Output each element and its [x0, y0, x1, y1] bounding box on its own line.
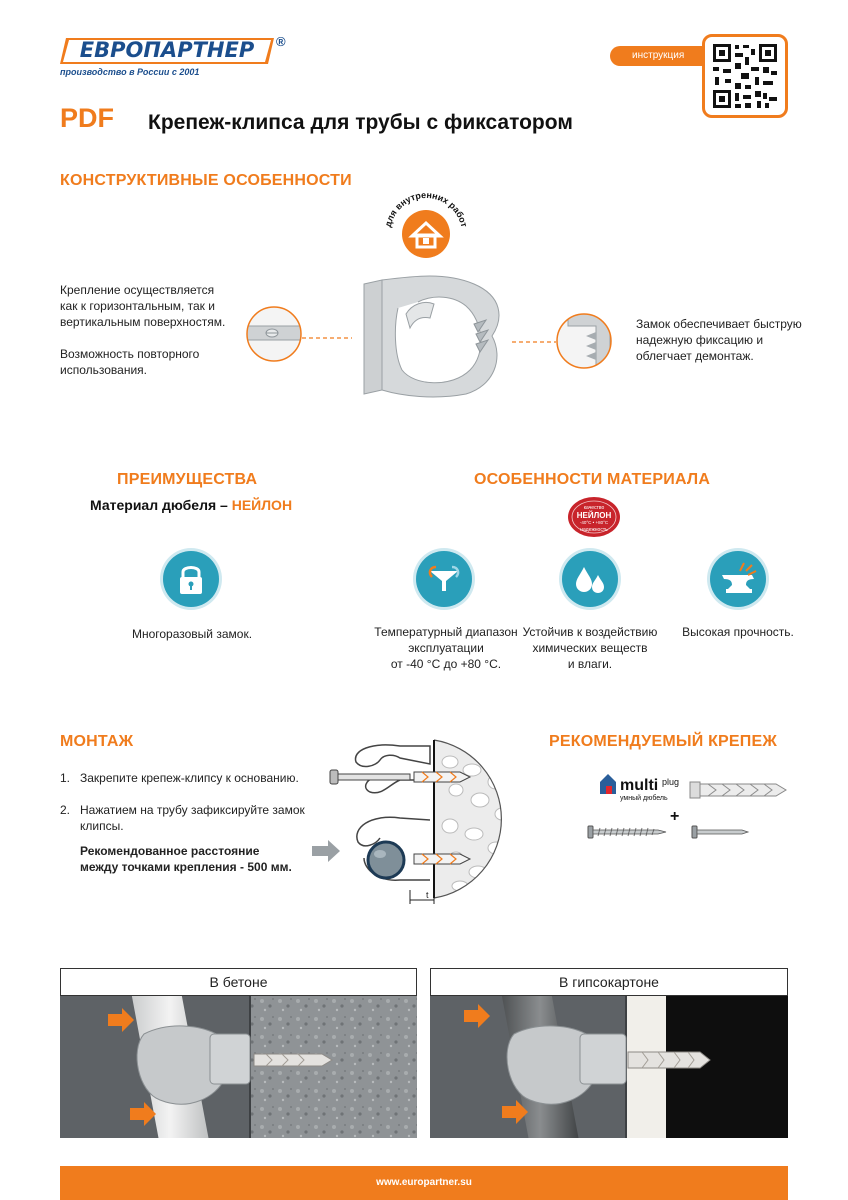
seal-bottom-text: надежность: [580, 527, 608, 533]
padlock-icon: [163, 551, 219, 607]
footer-url[interactable]: www.europartner.su: [60, 1166, 788, 1200]
lock-text: Замок обеспечивает быструю надежную фиксацию и облегчает демонтаж.: [636, 317, 802, 363]
spacing-note: Рекомендованное расстояние между точками крепления - 500 мм.: [80, 844, 292, 874]
dowel-illustration: [688, 772, 788, 806]
multiplug-suffix: plug: [662, 777, 680, 787]
lock-feature-badge: [163, 551, 219, 607]
mounting-heading: МОНТАЖ: [60, 733, 134, 750]
brand-tagline: производство в России с 2001: [60, 67, 200, 77]
step-number: 1.: [60, 771, 71, 785]
mount-detail-illustration: [244, 304, 354, 364]
dimension-label: t: [426, 890, 429, 900]
mounting-step-1: 1. Закрепите крепеж-клипсу к основанию.: [60, 771, 299, 785]
nail-illustration: [690, 822, 752, 842]
temperature-icon: [416, 551, 472, 607]
seal-temp-text: -40°C • +80°C: [579, 520, 609, 525]
mounting-surface-text: Крепление осуществляется как к горизонтальным, так и вертикальным поверхностям.: [60, 283, 226, 329]
concrete-caption: В бетоне: [60, 968, 417, 996]
temperature-feature-badge: [416, 551, 472, 607]
design-heading: КОНСТРУКТИВНЫЕ ОСОБЕННОСТИ: [60, 172, 352, 189]
plus-sign: +: [670, 808, 680, 825]
multiplug-main: multi: [620, 777, 659, 794]
material-prefix: Материал дюбеля –: [90, 497, 232, 513]
fastener-heading: РЕКОМЕНДУЕМЫЙ КРЕПЕЖ: [549, 733, 778, 750]
instruction-tag[interactable]: инструкция: [610, 46, 710, 66]
step-number: 2.: [60, 803, 71, 817]
seal-top-text: качество: [583, 505, 605, 511]
qr-code-icon: [705, 37, 785, 115]
seal-main-text: НЕЙЛОН: [576, 511, 612, 520]
strength-feature-badge: [710, 551, 766, 607]
lock-feature-caption: Многоразовый замок.: [131, 627, 253, 641]
multiplug-logo[interactable]: [598, 772, 682, 802]
strength-caption: Высокая прочность.: [682, 625, 794, 639]
water-drops-icon: [562, 551, 618, 607]
material-heading: ОСОБЕННОСТИ МАТЕРИАЛА: [474, 471, 711, 488]
concrete-install-photo: [60, 996, 417, 1138]
screw-illustration: [586, 822, 668, 842]
indoor-badge: [376, 188, 476, 260]
clip-illustration: [354, 274, 514, 398]
material-line: [90, 497, 292, 513]
drywall-caption: В гипсокартоне: [430, 968, 788, 996]
chemical-caption: Устойчив к воздействию химических веществ и влаги.: [522, 625, 658, 671]
format-label: PDF: [60, 103, 114, 133]
qr-code[interactable]: [702, 34, 788, 118]
registered-mark: ®: [276, 34, 286, 49]
page-title: Крепеж-клипса для трубы с фиксатором: [148, 111, 573, 134]
material-name: НЕЙЛОН: [231, 497, 293, 513]
mounting-step-2: 2. Нажатием на трубу зафиксируйте замок клипсы.: [60, 803, 305, 833]
mounting-diagram: [310, 730, 520, 908]
lock-detail-illustration: [512, 310, 614, 372]
temperature-caption: Температурный диапазон эксплуатации от -40 °С до +80 °С.: [374, 625, 518, 671]
brand-logo[interactable]: ЕВРОПАРТНЕР: [79, 38, 255, 62]
chemical-feature-badge: [562, 551, 618, 607]
nylon-quality-seal: [566, 494, 622, 540]
multiplug-sub: умный дюбель: [620, 795, 668, 802]
advantages-heading: ПРЕИМУЩЕСТВА: [117, 471, 258, 488]
indoor-badge-text: для внутренних работ: [382, 189, 470, 229]
reuse-text: Возможность повторного использования.: [60, 347, 200, 377]
anvil-icon: [710, 551, 766, 607]
drywall-install-photo: [430, 996, 788, 1138]
